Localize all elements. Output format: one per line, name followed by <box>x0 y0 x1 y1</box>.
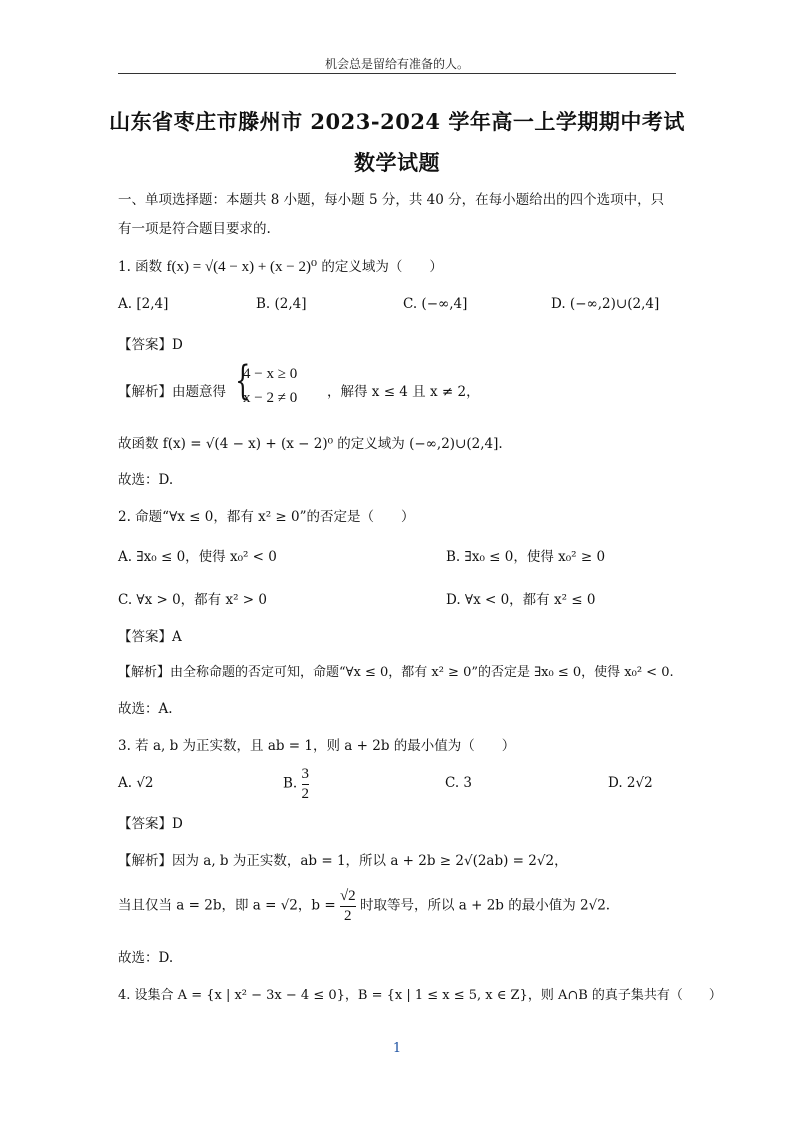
q1-option-c: C. (−∞,4] <box>403 296 468 312</box>
q2-choice: 故选：A. <box>118 701 173 717</box>
q1-analysis-label: 【解析】由题意得 <box>118 384 226 400</box>
q3-choice: 故选：D. <box>118 950 174 966</box>
q3-equality-fraction <box>340 888 356 924</box>
q3-option-b-label: B. <box>283 775 298 792</box>
q1-conclusion: 故函数 f(x) = √(4 − x) + (x − 2)⁰ 的定义域为 (−∞,2)∪(2,4]. <box>118 436 503 452</box>
q3-answer: 【答案】D <box>118 816 183 832</box>
q2-stem: 2. 命题“∀x ≤ 0，都有 x² ≥ 0”的否定是（ ） <box>118 509 415 525</box>
q1-answer: 【答案】D <box>118 337 183 353</box>
q3-equality-line <box>118 888 610 924</box>
q2-option-b: B. ∃x₀ ≤ 0，使得 x₀² ≥ 0 <box>446 549 606 565</box>
q2-option-c: C. ∀x > 0，都有 x² > 0 <box>118 592 267 608</box>
q1-choice: 故选：D. <box>118 472 174 488</box>
q1-stem-post: 的定义域为（ ） <box>321 259 443 275</box>
q1-system-line1: 4 − x ≥ 0 <box>243 366 298 382</box>
q3-analysis: 【解析】因为 a, b 为正实数，ab = 1，所以 a + 2b ≥ 2√(2ab) = 2√2， <box>118 853 568 869</box>
exam-title: 山东省枣庄市滕州市 2023-2024 学年高一上学期期中考试 <box>109 109 685 134</box>
q1-option-d: D. (−∞,2)∪(2,4] <box>551 296 660 312</box>
q3-option-a: A. √2 <box>118 775 154 791</box>
q1-stem <box>118 255 443 276</box>
section-instructions-line2: 有一项是符合题目要求的. <box>118 221 271 237</box>
q1-system-brace: { <box>235 358 251 404</box>
q3-equality-post: 时取等号，所以 a + 2b 的最小值为 2√2. <box>359 897 611 914</box>
q4-stem: 4. 设集合 A = {x | x² − 3x − 4 ≤ 0}，B = {x | 1 ≤ x ≤ 5, x ∈ Z}，则 A∩B 的真子集共有（ ） <box>118 988 722 1003</box>
q3-equality-denominator: 2 <box>344 907 352 924</box>
q3-option-d: D. 2√2 <box>608 775 653 791</box>
q2-answer: 【答案】A <box>118 629 182 645</box>
q3-option-b <box>283 766 309 802</box>
q2-option-d: D. ∀x < 0，都有 x² ≤ 0 <box>446 592 596 608</box>
q3-option-c: C. 3 <box>445 775 473 791</box>
q2-analysis: 【解析】由全称命题的否定可知，命题“∀x ≤ 0，都有 x² ≥ 0”的否定是 ∃x₀ ≤ 0，使得 x₀² < 0. <box>118 665 674 680</box>
q1-system-line2: x − 2 ≠ 0 <box>243 390 298 406</box>
q1-analysis-tail: ，解得 x ≤ 4 且 x ≠ 2， <box>327 384 480 400</box>
q3-stem: 3. 若 a, b 为正实数，且 ab = 1，则 a + 2b 的最小值为（ ） <box>118 738 516 754</box>
section-instructions-line1: 一、单项选择题：本题共 8 小题，每小题 5 分，共 40 分，在每小题给出的四个选项中，只 <box>118 192 665 208</box>
page-header-motto: 机会总是留给有准备的人。 <box>324 57 469 71</box>
header-rule <box>118 73 676 74</box>
q3-equality-numerator: √2 <box>339 888 356 904</box>
q3-option-b-fraction <box>302 766 310 802</box>
q1-stem-formula: f(x) = √(4 − x) + (x − 2)⁰ <box>166 259 318 275</box>
q1-option-a: A. [2,4] <box>118 296 169 312</box>
page-number: 1 <box>392 1041 402 1056</box>
q1-option-b: B. (2,4] <box>256 296 307 312</box>
q3-equality-pre: 当且仅当 a = 2b，即 a = √2，b = <box>118 897 336 914</box>
q2-option-a: A. ∃x₀ ≤ 0，使得 x₀² < 0 <box>118 549 277 565</box>
q1-stem-pre: 1. 函数 <box>118 259 163 275</box>
q1-analysis <box>118 380 226 400</box>
exam-subtitle: 数学试题 <box>354 150 440 175</box>
q3-option-b-numerator: 3 <box>301 766 310 782</box>
q3-option-b-denominator: 2 <box>301 785 310 802</box>
